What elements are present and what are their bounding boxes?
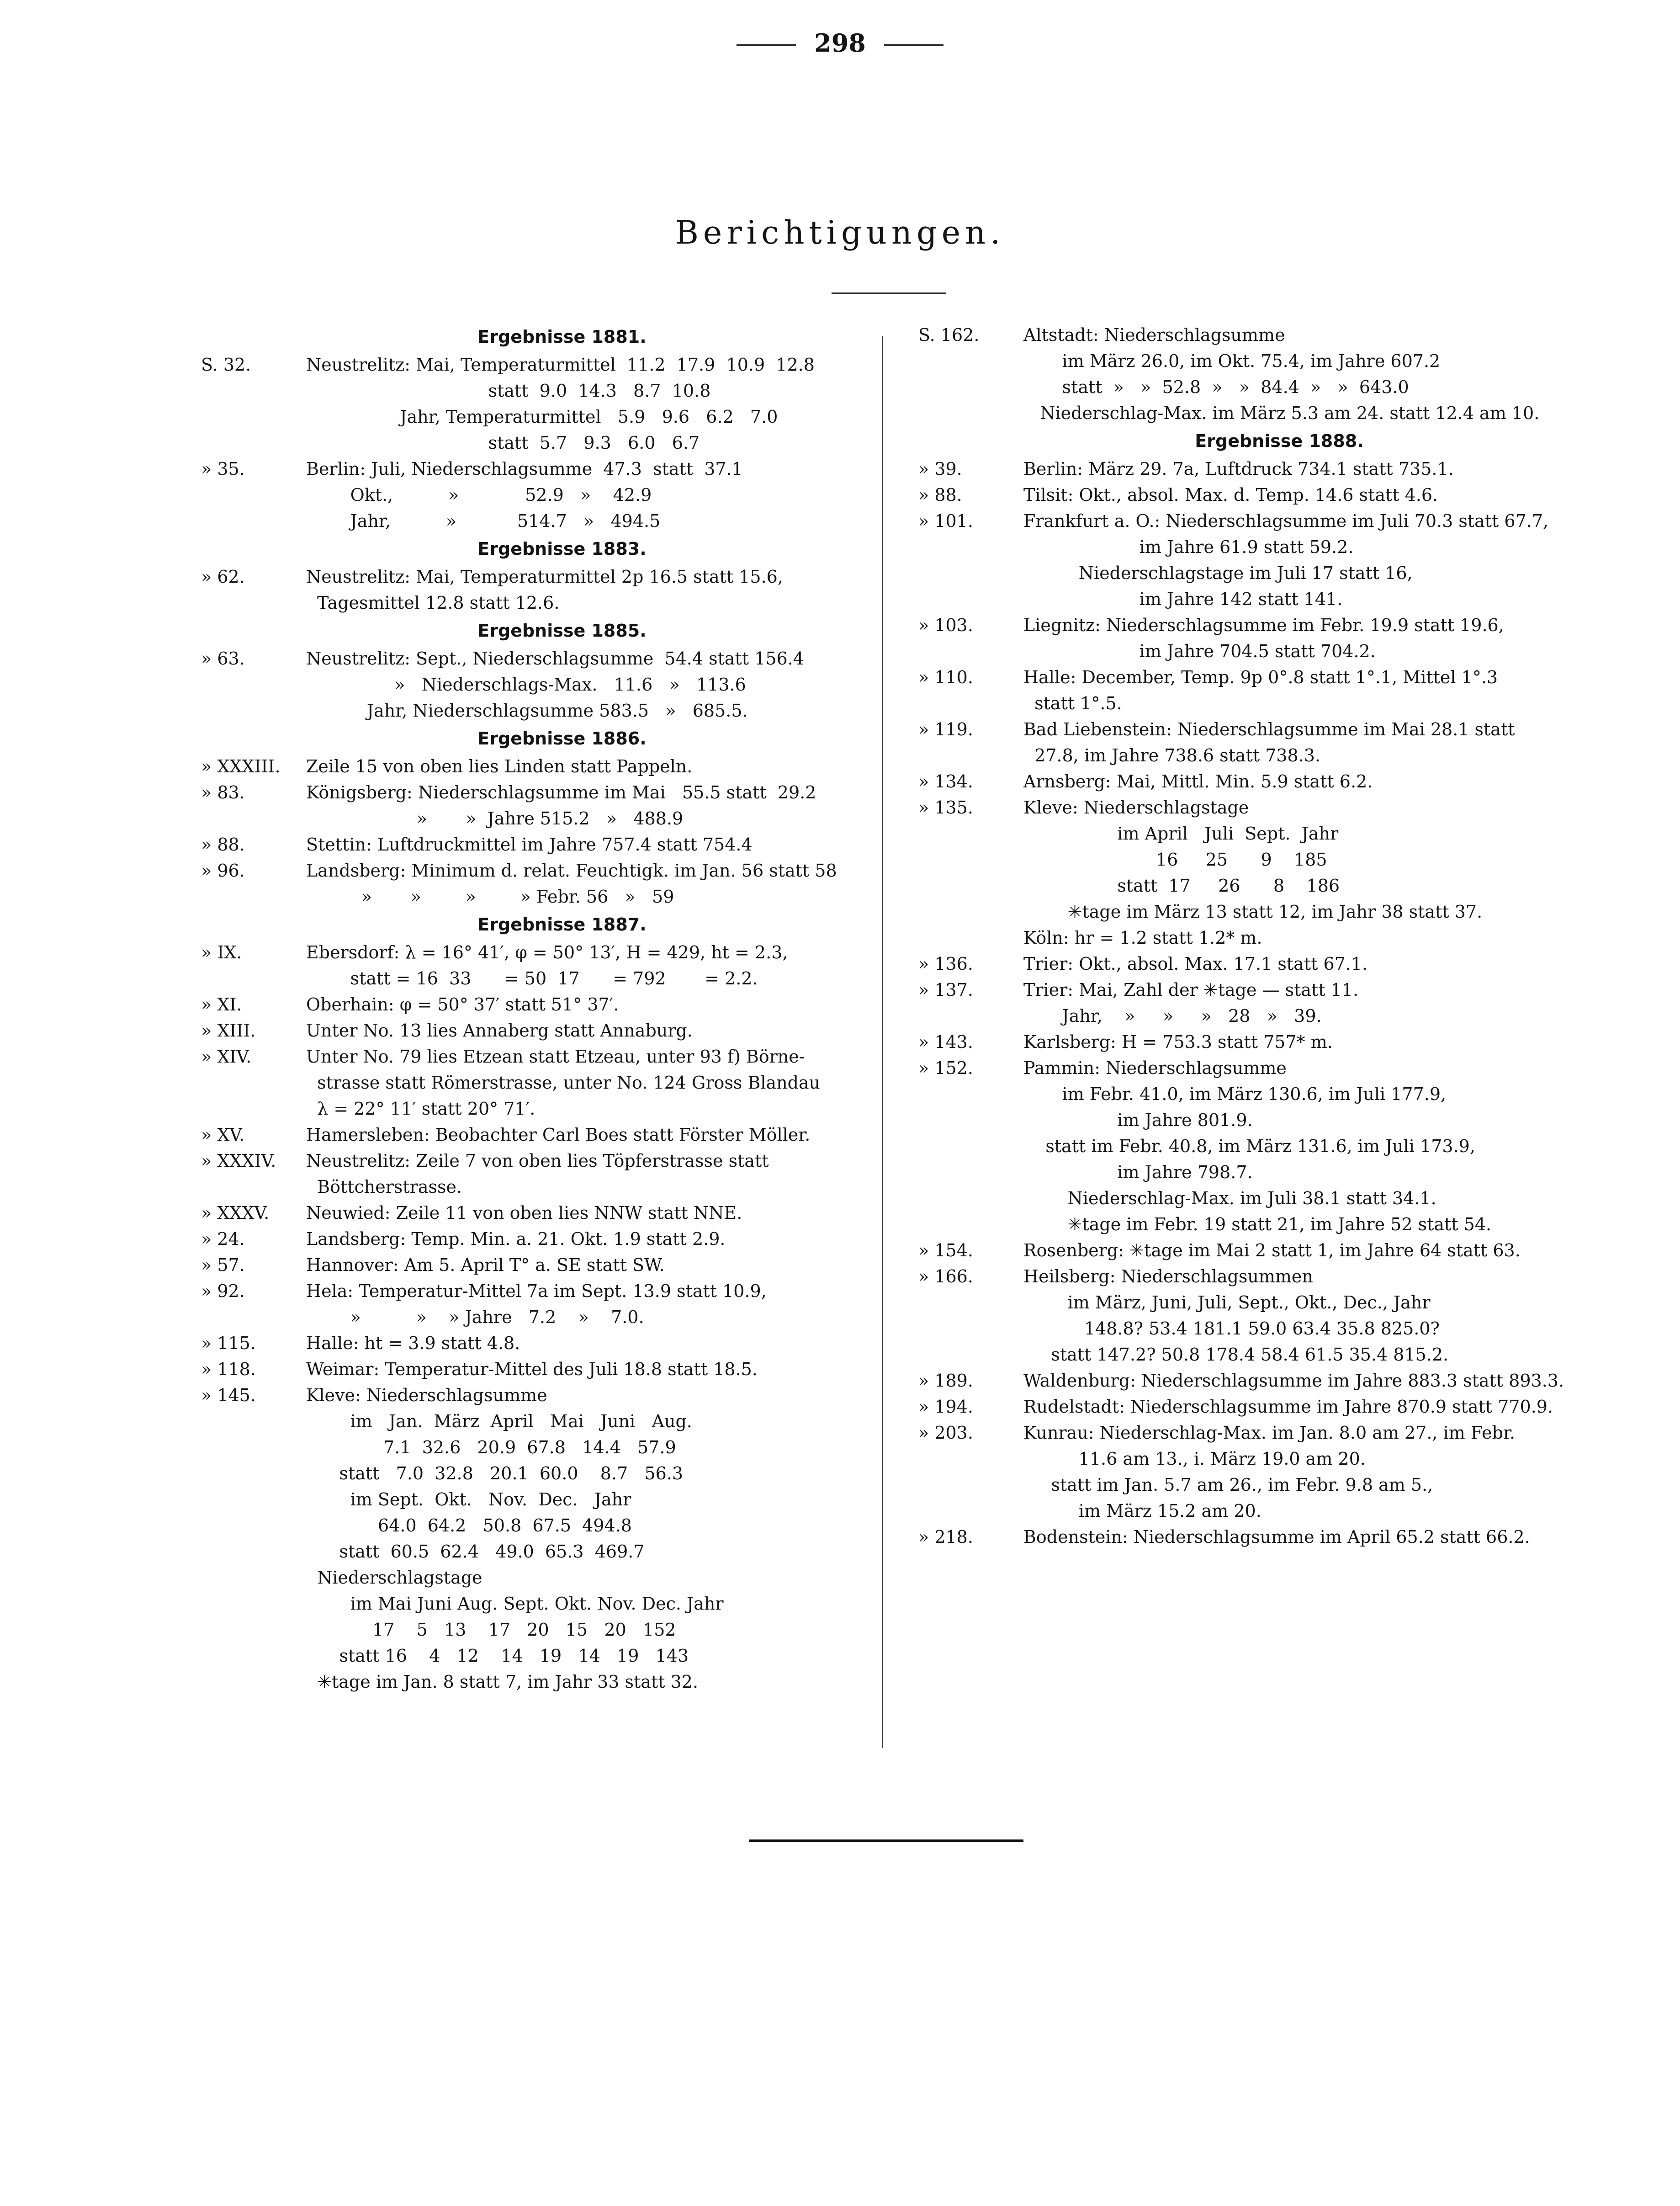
correction-line (201, 482, 859, 508)
correction-line (918, 1368, 1576, 1394)
page-reference: S. 162. (918, 325, 980, 345)
page-reference: » 135. (918, 797, 973, 818)
page-reference: » 145. (201, 1385, 256, 1405)
correction-line (918, 691, 1576, 717)
correction-line (201, 1200, 859, 1226)
correction-text: statt = 16 33 = 50 17 = 792 = 2.2. (306, 968, 758, 989)
page-reference (201, 672, 306, 698)
correction-text: » » » Jahre 7.2 » 7.0. (306, 1307, 644, 1327)
page-reference (918, 1081, 1023, 1107)
correction-text: statt » » 52.8 » » 84.4 » » 643.0 (1023, 377, 1409, 397)
correction-text: Neustrelitz: Zeile 7 von oben lies Töpferstrasse statt (306, 1151, 769, 1171)
correction-line (201, 590, 859, 616)
correction-text: Trier: Okt., absol. Max. 17.1 statt 67.1. (1023, 954, 1368, 974)
page-reference (201, 1096, 306, 1122)
correction-text: im März, Juni, Juli, Sept., Okt., Dec., Jahr (1023, 1292, 1431, 1313)
correction-text: Liegnitz: Niederschlagsumme im Febr. 19.9 statt 19.6, (1023, 615, 1504, 635)
correction-line (918, 899, 1576, 925)
section-heading: Ergebnisse 1885. (477, 621, 647, 641)
correction-line (201, 564, 859, 590)
correction-line (201, 1356, 859, 1382)
correction-line (201, 1591, 859, 1617)
correction-line (201, 378, 859, 404)
correction-text: Trier: Mai, Zahl der ✳tage — statt 11. (1023, 980, 1359, 1000)
page-reference: » 62. (201, 567, 245, 587)
page-reference (918, 1185, 1023, 1212)
page-reference (201, 1643, 306, 1669)
correction-line (918, 847, 1576, 873)
page-reference (201, 1070, 306, 1096)
correction-text: Stettin: Luftdruckmittel im Jahre 757.4 statt 754.4 (306, 835, 753, 855)
page-reference: » XXXIII. (201, 756, 281, 776)
page-reference: » 39. (918, 459, 962, 479)
correction-line (201, 1435, 859, 1461)
page-reference (201, 1539, 306, 1565)
correction-line (201, 672, 859, 698)
correction-text: Altstadt: Niederschlagsumme (1023, 325, 1285, 345)
correction-line (918, 1264, 1576, 1290)
page-reference: » 35. (201, 459, 245, 479)
correction-text: Berlin: Juli, Niederschlagsumme 47.3 statt 37.1 (306, 459, 743, 479)
correction-line (918, 873, 1576, 899)
page-reference (201, 884, 306, 910)
page-reference: » 166. (918, 1266, 973, 1286)
left-column (201, 322, 859, 1695)
correction-text: statt im Jan. 5.7 am 26., im Febr. 9.8 am 5., (1023, 1475, 1433, 1495)
correction-text: statt 17 26 8 186 (1023, 876, 1340, 896)
page-reference: » 57. (201, 1255, 245, 1275)
correction-line (201, 1304, 859, 1330)
page-reference (918, 1342, 1023, 1368)
correction-text: Königsberg: Niederschlagsumme im Mai 55.5 statt 29.2 (306, 782, 816, 803)
correction-text: im Jahre 704.5 statt 704.2. (1023, 641, 1376, 661)
correction-line (201, 1070, 859, 1096)
correction-text: » » Jahre 515.2 » 488.9 (306, 808, 684, 829)
page-reference (918, 743, 1023, 769)
correction-text: Tagesmittel 12.8 statt 12.6. (306, 593, 560, 613)
page-reference: S. 32. (201, 355, 251, 375)
correction-text: im Mai Juni Aug. Sept. Okt. Nov. Dec. Jahr (306, 1594, 724, 1614)
page-reference (201, 966, 306, 992)
correction-text: Okt., » 52.9 » 42.9 (306, 485, 652, 505)
page-reference (201, 1174, 306, 1200)
correction-text: Jahr, Niederschlagsumme 583.5 » 685.5. (306, 701, 748, 721)
correction-line (918, 1081, 1576, 1107)
correction-text: Neustrelitz: Mai, Temperaturmittel 11.2 17.9 10.9 12.8 (306, 355, 815, 375)
correction-line (201, 1252, 859, 1278)
correction-line (918, 951, 1576, 977)
page-reference: » 92. (201, 1281, 245, 1301)
page-reference: » XI. (201, 994, 242, 1015)
correction-text: Unter No. 79 lies Etzean statt Etzeau, unter 93 f) Börne- (306, 1047, 805, 1067)
page-reference (201, 806, 306, 832)
correction-line (918, 456, 1576, 482)
page-reference: » 88. (918, 485, 962, 505)
page-reference (918, 374, 1023, 400)
correction-text: Jahr, » 514.7 » 494.5 (306, 511, 661, 531)
section-heading: Ergebnisse 1883. (477, 539, 647, 559)
page-reference: » 218. (918, 1527, 973, 1547)
correction-line (918, 1290, 1576, 1316)
correction-text: Hamersleben: Beobachter Carl Boes statt Förster Möller. (306, 1125, 811, 1145)
correction-line (201, 698, 859, 724)
correction-text: Halle: December, Temp. 9p 0°.8 statt 1°.1, Mittel 1°.3 (1023, 667, 1498, 687)
correction-text: λ = 22° 11′ statt 20° 71′. (306, 1099, 535, 1119)
correction-text: 64.0 64.2 50.8 67.5 494.8 (306, 1515, 632, 1536)
correction-line (201, 754, 859, 780)
correction-text: Kleve: Niederschlagstage (1023, 797, 1249, 818)
page-reference (201, 378, 306, 404)
correction-line (201, 858, 859, 884)
page-reference: » 134. (918, 771, 973, 792)
correction-text: Böttcherstrasse. (306, 1177, 462, 1197)
correction-line (201, 1669, 859, 1695)
correction-text: Halle: ht = 3.9 statt 4.8. (306, 1333, 520, 1353)
right-column (918, 322, 1576, 1550)
correction-line (918, 1394, 1576, 1420)
correction-text: statt 60.5 62.4 49.0 65.3 469.7 (306, 1542, 645, 1562)
correction-text: statt 9.0 14.3 8.7 10.8 (306, 381, 711, 401)
correction-text: Landsberg: Temp. Min. a. 21. Okt. 1.9 statt 2.9. (306, 1229, 726, 1249)
correction-line (918, 612, 1576, 638)
page-reference: » 115. (201, 1333, 256, 1353)
page-reference: » XV. (201, 1125, 245, 1145)
correction-line (201, 1148, 859, 1174)
correction-text: Bodenstein: Niederschlagsumme im April 65.2 statt 66.2. (1023, 1527, 1530, 1547)
correction-line (201, 1018, 859, 1044)
page-reference (918, 638, 1023, 664)
correction-line (201, 646, 859, 672)
page-reference: » 83. (201, 782, 245, 803)
page-reference: » 103. (918, 615, 973, 635)
page-reference: » 137. (918, 980, 973, 1000)
correction-text: strasse statt Römerstrasse, unter No. 124 Gross Blandau (306, 1073, 821, 1093)
correction-text: 11.6 am 13., i. März 19.0 am 20. (1023, 1449, 1366, 1469)
correction-text: Niederschlag-Max. im Juli 38.1 statt 34.1. (1023, 1188, 1436, 1208)
correction-line (201, 1617, 859, 1643)
correction-text: Hannover: Am 5. April T° a. SE statt SW. (306, 1255, 665, 1275)
page-reference (918, 1159, 1023, 1185)
correction-line (201, 966, 859, 992)
page-reference (918, 1290, 1023, 1316)
page-reference: » 101. (918, 511, 973, 531)
page-reference (918, 348, 1023, 374)
correction-line (201, 1409, 859, 1435)
correction-text: Arnsberg: Mai, Mittl. Min. 5.9 statt 6.2. (1023, 771, 1373, 792)
correction-line (201, 404, 859, 430)
page-reference (918, 691, 1023, 717)
correction-text: Kleve: Niederschlagsumme (306, 1385, 547, 1405)
correction-line (201, 832, 859, 858)
correction-line (918, 1185, 1576, 1212)
correction-text: Niederschlag-Max. im März 5.3 am 24. statt 12.4 am 10. (1023, 403, 1540, 423)
correction-text: Bad Liebenstein: Niederschlagsumme im Mai 28.1 statt (1023, 719, 1515, 739)
correction-line (918, 1524, 1576, 1550)
correction-line (918, 1133, 1576, 1159)
correction-line (918, 1029, 1576, 1055)
page-reference: » 24. (201, 1229, 245, 1249)
correction-text: im Jan. März April Mai Juni Aug. (306, 1411, 692, 1431)
correction-text: Frankfurt a. O.: Niederschlagsumme im Juli 70.3 statt 67.7, (1023, 511, 1549, 531)
correction-text: Weimar: Temperatur-Mittel des Juli 18.8 statt 18.5. (306, 1359, 758, 1379)
correction-line (201, 1096, 859, 1122)
correction-line (918, 1498, 1576, 1524)
correction-text: Jahr, » » » 28 » 39. (1023, 1006, 1322, 1026)
page-reference (918, 560, 1023, 586)
page-title: Berichtigungen. (675, 214, 1005, 251)
page-reference: » 96. (201, 861, 245, 881)
page-reference (201, 482, 306, 508)
correction-text: Niederschlagstage (306, 1568, 482, 1588)
page-reference: » 203. (918, 1423, 973, 1443)
correction-text: im Sept. Okt. Nov. Dec. Jahr (306, 1489, 631, 1510)
page-reference (918, 1316, 1023, 1342)
page-reference: » 63. (201, 649, 245, 669)
correction-line (918, 400, 1576, 426)
page-reference (918, 534, 1023, 560)
correction-line (918, 322, 1576, 348)
correction-text: Jahr, Temperaturmittel 5.9 9.6 6.2 7.0 (306, 407, 778, 427)
correction-line (918, 743, 1576, 769)
correction-line (918, 1472, 1576, 1498)
correction-line (201, 1226, 859, 1252)
correction-line (201, 1044, 859, 1070)
correction-line (918, 638, 1576, 664)
correction-line (918, 508, 1576, 534)
page-reference (201, 1669, 306, 1695)
correction-line (918, 560, 1576, 586)
page-reference: » XIII. (201, 1021, 256, 1041)
section-heading: Ergebnisse 1881. (477, 327, 647, 347)
correction-text: 16 25 9 185 (1023, 850, 1327, 870)
correction-text: statt 5.7 9.3 6.0 6.7 (306, 433, 700, 453)
correction-line (918, 586, 1576, 612)
correction-text: Karlsberg: H = 753.3 statt 757* m. (1023, 1032, 1333, 1052)
page-reference (918, 586, 1023, 612)
page-reference: » 119. (918, 719, 973, 739)
correction-text: 17 5 13 17 20 15 20 152 (306, 1620, 676, 1640)
divider (884, 44, 943, 46)
page-reference (201, 1617, 306, 1643)
correction-text: statt im Febr. 40.8, im März 131.6, im Juli 173.9, (1023, 1136, 1475, 1156)
correction-text: Kunrau: Niederschlag-Max. im Jan. 8.0 am 27., im Febr. (1023, 1423, 1516, 1443)
correction-text: im Jahre 61.9 statt 59.2. (1023, 537, 1354, 557)
correction-text: im März 26.0, im Okt. 75.4, im Jahre 607.2 (1023, 351, 1441, 371)
correction-text: Neuwied: Zeile 11 von oben lies NNW statt NNE. (306, 1203, 742, 1223)
correction-line (918, 1238, 1576, 1264)
page-reference: » IX. (201, 942, 242, 962)
page-reference (918, 1212, 1023, 1238)
divider (737, 44, 796, 46)
correction-line (918, 1446, 1576, 1472)
correction-text: Neustrelitz: Sept., Niederschlagsumme 54.4 statt 156.4 (306, 649, 804, 669)
correction-line (918, 925, 1576, 951)
correction-text: Rosenberg: ✳tage im Mai 2 statt 1, im Jahre 64 statt 63. (1023, 1240, 1521, 1260)
correction-line (918, 1055, 1576, 1081)
correction-line (918, 769, 1576, 795)
page-reference (918, 873, 1023, 899)
correction-line (201, 1513, 859, 1539)
page-reference (201, 1565, 306, 1591)
page-reference (201, 430, 306, 456)
page-reference (201, 1409, 306, 1435)
correction-text: Waldenburg: Niederschlagsumme im Jahre 883.3 statt 893.3. (1023, 1371, 1564, 1391)
page-reference (201, 404, 306, 430)
correction-text: im Jahre 798.7. (1023, 1162, 1253, 1182)
correction-text: Köln: hr = 1.2 statt 1.2* m. (1023, 928, 1262, 948)
correction-text: Hela: Temperatur-Mittel 7a im Sept. 13.9 statt 10.9, (306, 1281, 767, 1301)
correction-text: Heilsberg: Niederschlagsummen (1023, 1266, 1313, 1286)
bottom-rule (749, 1839, 1023, 1842)
correction-text: » » » » Febr. 56 » 59 (306, 887, 674, 907)
correction-text: statt 16 4 12 14 19 14 19 143 (306, 1646, 689, 1666)
correction-text: Unter No. 13 lies Annaberg statt Annaburg. (306, 1021, 693, 1041)
correction-text: Oberhain: φ = 50° 37′ statt 51° 37′. (306, 994, 619, 1015)
page-reference: » 110. (918, 667, 973, 687)
page-reference (918, 400, 1023, 426)
page-reference (918, 821, 1023, 847)
correction-line (201, 1539, 859, 1565)
page-reference: » 136. (918, 954, 973, 974)
page-reference (201, 590, 306, 616)
correction-text: im Jahre 142 statt 141. (1023, 589, 1343, 609)
correction-line (918, 1003, 1576, 1029)
page-reference (918, 847, 1023, 873)
correction-line (918, 374, 1576, 400)
page-reference: » 152. (918, 1058, 973, 1078)
correction-line (201, 1122, 859, 1148)
page-reference: » 143. (918, 1032, 973, 1052)
page-reference: » XXXIV. (201, 1151, 276, 1171)
page-reference (918, 1498, 1023, 1524)
page-number: 298 (0, 28, 1680, 58)
page-reference (918, 925, 1023, 951)
correction-line (201, 1643, 859, 1669)
correction-text: Rudelstadt: Niederschlagsumme im Jahre 870.9 statt 770.9. (1023, 1397, 1553, 1417)
correction-text: im März 15.2 am 20. (1023, 1501, 1261, 1521)
correction-line (918, 821, 1576, 847)
correction-text: Landsberg: Minimum d. relat. Feuchtigk. im Jan. 56 statt 58 (306, 861, 837, 881)
correction-text: statt 7.0 32.8 20.1 60.0 8.7 56.3 (306, 1463, 684, 1483)
correction-text: 7.1 32.6 20.9 67.8 14.4 57.9 (306, 1437, 676, 1457)
correction-line (918, 664, 1576, 691)
page-reference (918, 1446, 1023, 1472)
page-reference (201, 1513, 306, 1539)
page-reference (201, 698, 306, 724)
page-reference (918, 1133, 1023, 1159)
page-reference (201, 508, 306, 534)
correction-line (918, 1159, 1576, 1185)
correction-line (201, 1565, 859, 1591)
correction-line (918, 977, 1576, 1003)
correction-text: Zeile 15 von oben lies Linden statt Pappeln. (306, 756, 693, 776)
correction-text: Berlin: März 29. 7a, Luftdruck 734.1 statt 735.1. (1023, 459, 1454, 479)
page-reference (918, 1003, 1023, 1029)
page-reference (918, 899, 1023, 925)
correction-line (201, 1487, 859, 1513)
page-reference (918, 1107, 1023, 1133)
correction-line (201, 780, 859, 806)
correction-line (201, 430, 859, 456)
page-reference: » 88. (201, 835, 245, 855)
correction-text: ✳tage im März 13 statt 12, im Jahr 38 statt 37. (1023, 902, 1483, 922)
correction-line (918, 534, 1576, 560)
correction-text: Ebersdorf: λ = 16° 41′, φ = 50° 13′, H = 429, ht = 2.3, (306, 942, 788, 962)
correction-line (201, 1461, 859, 1487)
correction-text: Tilsit: Okt., absol. Max. d. Temp. 14.6 statt 4.6. (1023, 485, 1438, 505)
page-reference (201, 1304, 306, 1330)
correction-text: im Febr. 41.0, im März 130.6, im Juli 177.9, (1023, 1084, 1447, 1104)
page-reference (918, 1472, 1023, 1498)
correction-line (201, 508, 859, 534)
correction-text: Pammin: Niederschlagsumme (1023, 1058, 1287, 1078)
correction-text: 148.8? 53.4 181.1 59.0 63.4 35.8 825.0? (1023, 1318, 1440, 1339)
page-reference (201, 1487, 306, 1513)
correction-text: im Jahre 801.9. (1023, 1110, 1253, 1130)
correction-text: statt 147.2? 50.8 178.4 58.4 61.5 35.4 815.2. (1023, 1345, 1449, 1365)
correction-line (918, 1342, 1576, 1368)
correction-text: im April Juli Sept. Jahr (1023, 824, 1339, 844)
correction-text: 27.8, im Jahre 738.6 statt 738.3. (1023, 745, 1321, 765)
page-reference: » XIV. (201, 1047, 252, 1067)
correction-line (201, 1382, 859, 1409)
correction-line (201, 1278, 859, 1304)
page-reference: » XXXV. (201, 1203, 270, 1223)
section-heading: Ergebnisse 1886. (477, 728, 647, 749)
correction-line (918, 795, 1576, 821)
correction-line (201, 806, 859, 832)
correction-line (918, 348, 1576, 374)
correction-text: ✳tage im Jan. 8 statt 7, im Jahr 33 statt 32. (306, 1672, 699, 1692)
correction-text: » Niederschlags-Max. 11.6 » 113.6 (306, 675, 746, 695)
correction-line (201, 992, 859, 1018)
correction-text: Neustrelitz: Mai, Temperaturmittel 2p 16.5 statt 15.6, (306, 567, 783, 587)
page-reference: » 118. (201, 1359, 256, 1379)
correction-line (201, 1174, 859, 1200)
section-heading: Ergebnisse 1887. (477, 914, 647, 935)
correction-line (918, 1107, 1576, 1133)
section-heading: Ergebnisse 1888. (1195, 431, 1364, 451)
correction-line (918, 1420, 1576, 1446)
page-reference (201, 1435, 306, 1461)
page-reference: » 194. (918, 1397, 973, 1417)
correction-line (201, 1330, 859, 1356)
title-divider (832, 292, 946, 294)
correction-line (918, 717, 1576, 743)
page-reference: » 154. (918, 1240, 973, 1260)
correction-line (918, 1316, 1576, 1342)
column-rule (882, 336, 883, 1748)
correction-line (201, 352, 859, 378)
page-reference (201, 1461, 306, 1487)
correction-line (918, 482, 1576, 508)
correction-text: ✳tage im Febr. 19 statt 21, im Jahre 52 statt 54. (1023, 1214, 1492, 1234)
correction-line (918, 1212, 1576, 1238)
page-reference (201, 1591, 306, 1617)
correction-line (201, 940, 859, 966)
correction-line (201, 456, 859, 482)
correction-text: Niederschlagstage im Juli 17 statt 16, (1023, 563, 1413, 583)
page-reference: » 189. (918, 1371, 973, 1391)
correction-line (201, 884, 859, 910)
correction-text: statt 1°.5. (1023, 693, 1122, 713)
